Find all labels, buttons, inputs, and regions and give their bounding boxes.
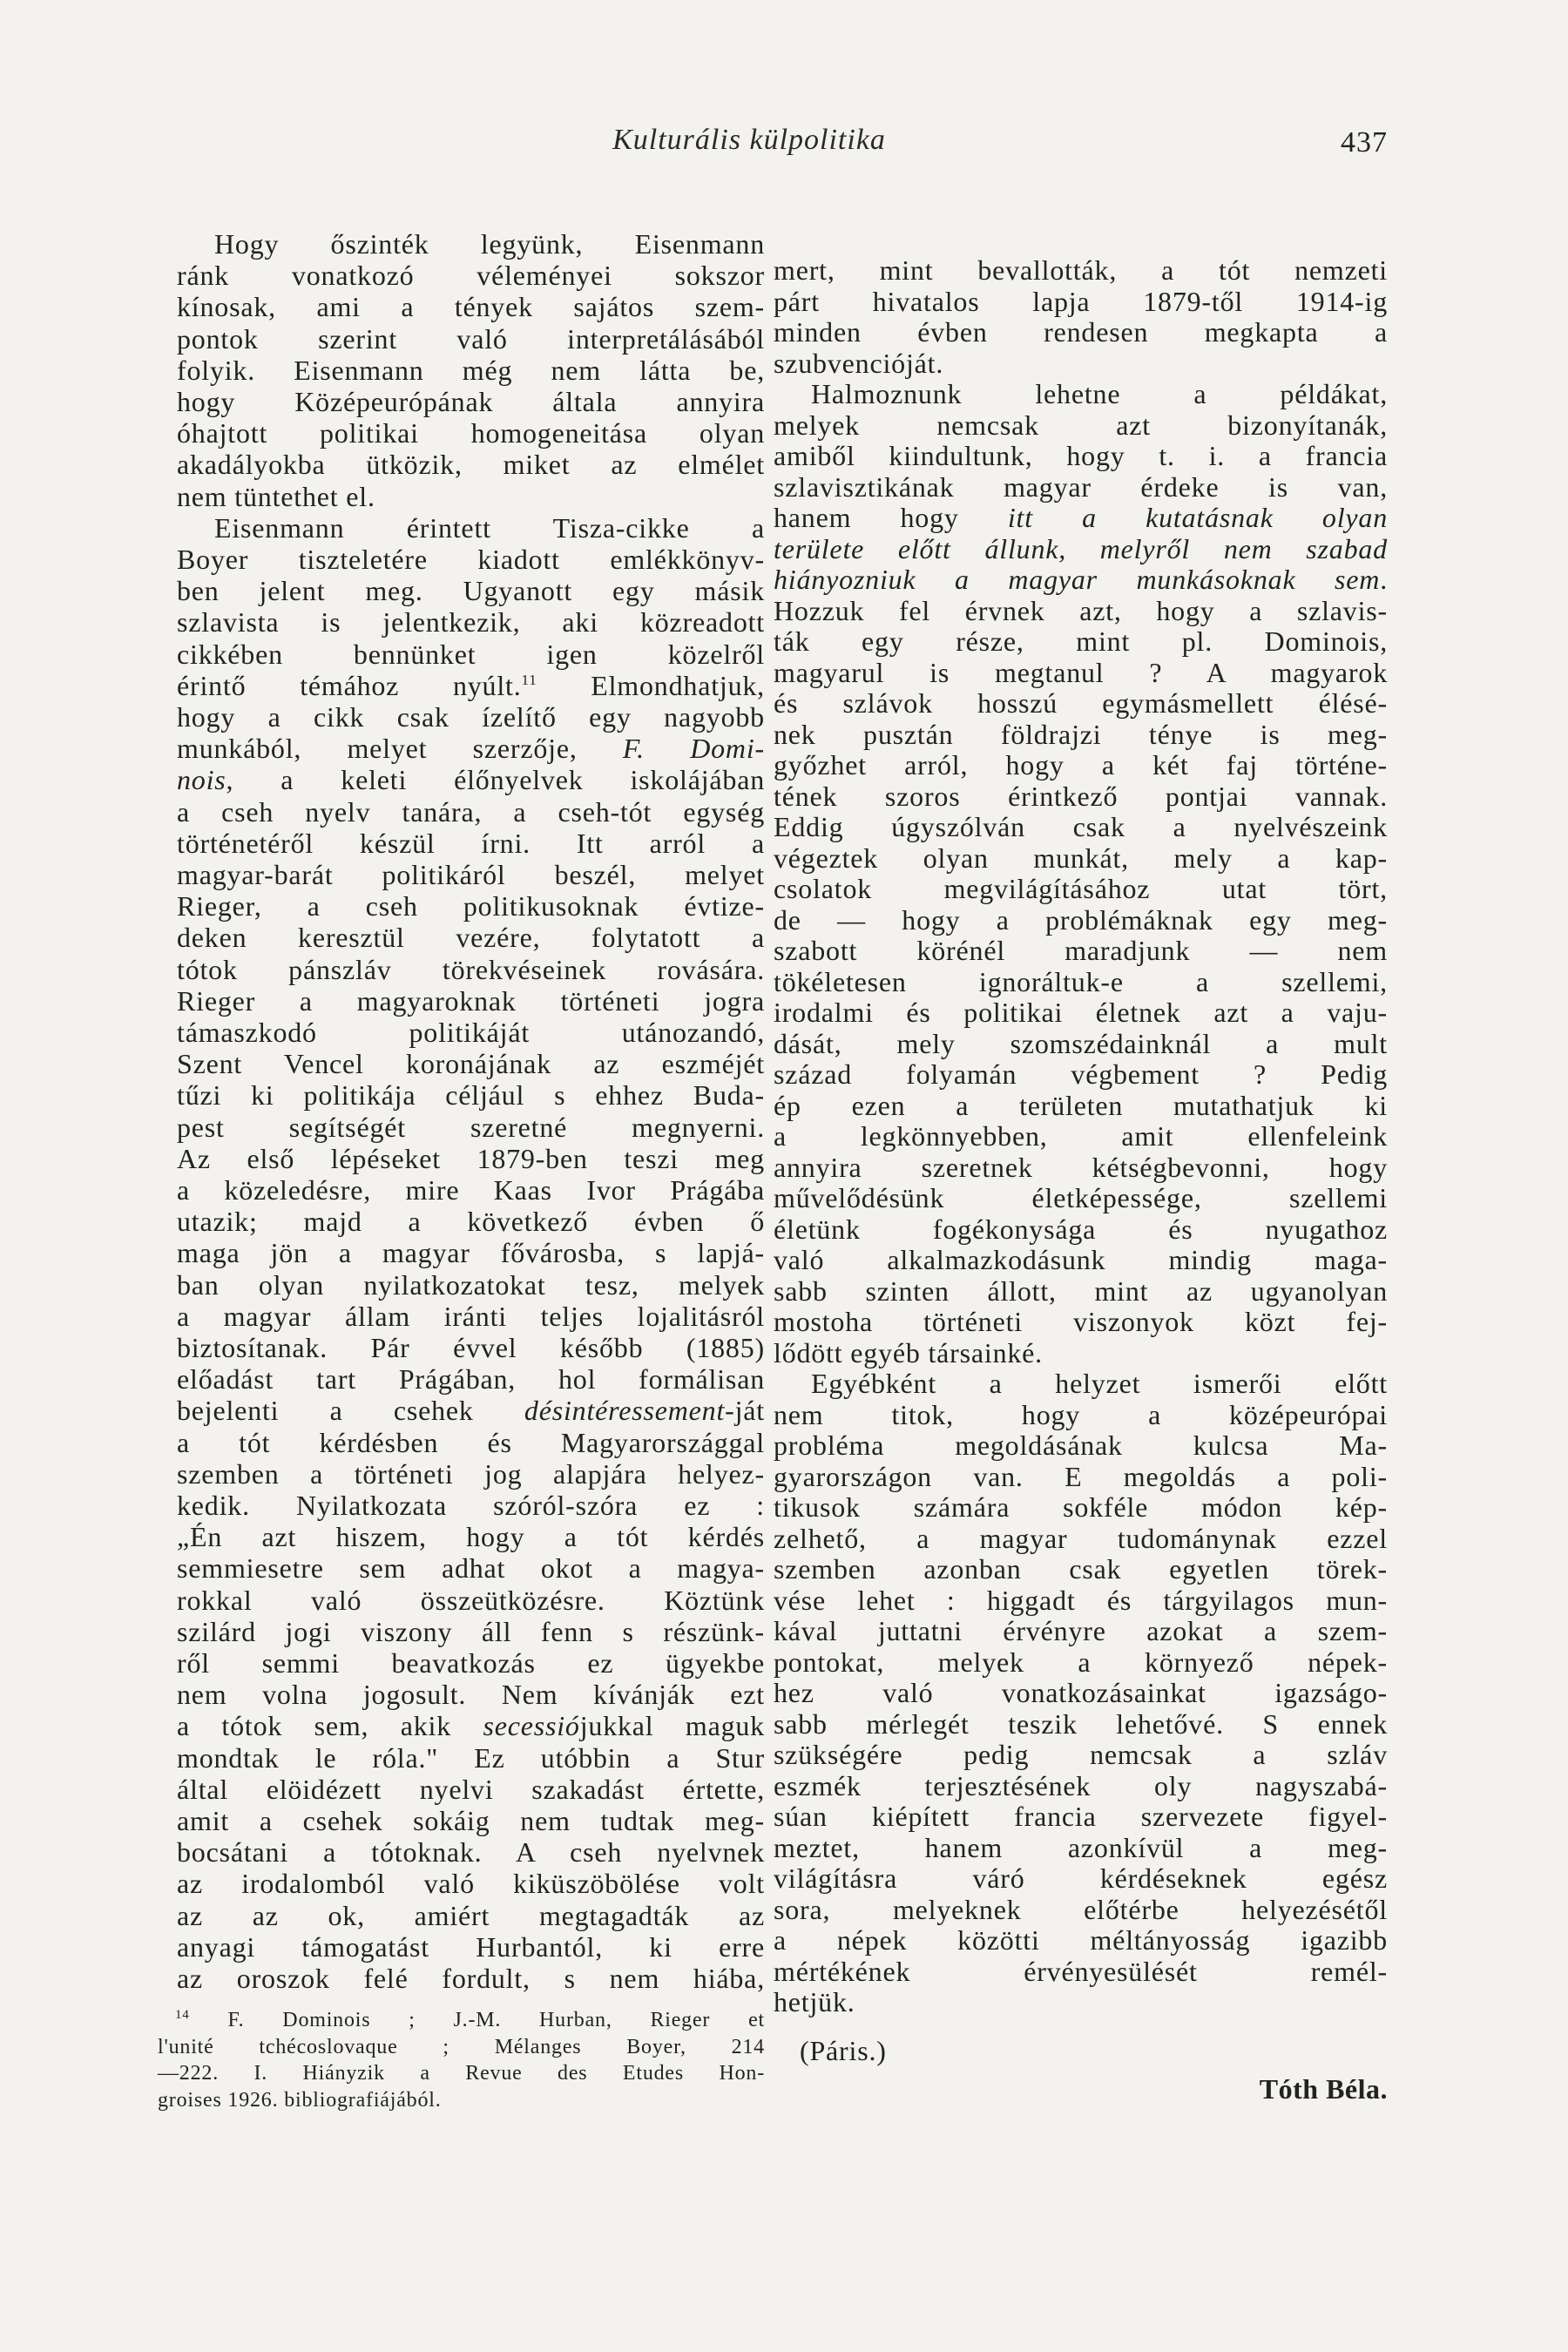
text-run: érintő témához nyúlt. — [177, 669, 522, 701]
text-line — [774, 1213, 1388, 1245]
text-line — [177, 386, 765, 417]
text-line — [774, 935, 1388, 966]
text-line — [177, 417, 765, 449]
footnote-line — [158, 2087, 765, 2113]
text-line — [774, 595, 1388, 626]
text-run: akadályokba ütközik, miket az elmélet — [177, 449, 765, 481]
text-run: Boyer tiszteletére kiadott emlékkönyv- — [177, 544, 765, 575]
text-run: nem volna jogosult. Nem kívánják ezt — [177, 1679, 765, 1711]
text-run: tének szoros érintkező pontjai vannak. — [774, 780, 1388, 812]
text-run: semmiesetre sem adhat okot a magya- — [177, 1552, 765, 1585]
text-run: dását, mely szomszédainknál a mult — [774, 1027, 1388, 1059]
text-run: való alkalmazkodásunk mindig maga- — [774, 1244, 1388, 1275]
text-run: eszmék terjesztésének oly nagyszabá- — [774, 1769, 1388, 1801]
text-run: a cseh nyelv tanára, a cseh-tót egység — [177, 795, 765, 828]
text-line — [177, 323, 765, 355]
italic-text: F. Domi- — [622, 733, 765, 765]
text-line — [177, 670, 765, 701]
text-run: zelhető, a magyar tudománynak ezzel — [774, 1522, 1388, 1554]
text-line — [774, 316, 1388, 348]
text-line — [774, 719, 1388, 750]
text-line — [177, 1963, 765, 1994]
text-line — [774, 842, 1388, 874]
text-line — [177, 1616, 765, 1647]
text-run: ben jelent meg. Ugyanott egy másik — [177, 575, 765, 607]
text-run: rokkal való összeütközésre. Köztünk — [177, 1584, 765, 1616]
footnote-ref: 14 — [175, 2008, 190, 2022]
text-run: Eisenmann érintett Tisza-cikke a — [214, 511, 765, 544]
text-line — [774, 1306, 1388, 1337]
text-run: nek pusztán földrajzi ténye is meg- — [774, 718, 1388, 750]
text-line — [177, 733, 765, 764]
text-line — [177, 1301, 765, 1332]
text-run: ban olyan nyilatkozatokat tesz, melyek — [177, 1268, 765, 1301]
text-line — [177, 1048, 765, 1079]
text-line — [177, 1079, 765, 1111]
text-run: pontok szerint való interpretálásából — [177, 322, 765, 355]
text-run: tótok pánszláv törekvéseinek rovására. — [177, 953, 765, 985]
text-run: magyar-barát politikáról beszél, melyet — [177, 859, 765, 890]
text-run: szubvencióját. — [774, 347, 944, 379]
text-run: kínosak, ami a tények sajátos szem- — [177, 291, 765, 323]
text-line — [177, 291, 765, 322]
text-run: bejelenti a csehek — [177, 1395, 524, 1427]
text-run: művelődésünk életképessége, szellemi — [774, 1182, 1388, 1213]
text-run: sora, melyeknek előtérbe helyezésétől — [774, 1893, 1388, 1925]
text-line — [177, 449, 765, 480]
text-line — [774, 966, 1388, 997]
text-line — [774, 1028, 1388, 1059]
text-run: Az első lépéseket 1879-ben teszi meg — [177, 1142, 765, 1174]
text-line — [774, 997, 1388, 1028]
text-line — [774, 286, 1388, 317]
text-line — [774, 1399, 1388, 1430]
text-run: a tót kérdésben és Magyarországgal — [177, 1426, 765, 1458]
text-line — [177, 1143, 765, 1174]
text-line — [774, 1862, 1388, 1894]
text-run: ép ezen a területen mutathatjuk ki — [774, 1089, 1388, 1121]
text-run: Elmondhatjuk, — [537, 669, 765, 701]
text-line — [177, 606, 765, 638]
text-line — [177, 260, 765, 291]
text-line — [177, 1900, 765, 1931]
text-run: Eddig úgyszólván csak a nyelvészeink — [774, 811, 1388, 842]
text-run: tökéletesen ignoráltuk-e a szellemi, — [774, 965, 1388, 997]
text-run: történetéről készül írni. Itt arról a — [177, 827, 765, 859]
text-line — [774, 687, 1388, 719]
text-run: kával juttatni érvényre azokat a szem- — [774, 1615, 1388, 1646]
text-line — [774, 1182, 1388, 1213]
text-line — [774, 1801, 1388, 1832]
text-run: annyira szeretnek kétségbevonni, hogy — [774, 1151, 1388, 1183]
text-run: ránk vonatkozó véleményei sokszor — [177, 260, 765, 292]
running-header-title: Kulturális külpolitika — [612, 124, 886, 156]
text-run: vése lehet : higgadt és tárgyilagos mun- — [774, 1584, 1388, 1616]
text-run: szemben azonban csak egyetlen törek- — [774, 1553, 1388, 1585]
text-line — [774, 1894, 1388, 1925]
text-line — [177, 1332, 765, 1363]
text-line — [177, 544, 765, 575]
text-run: —222. I. Hiányzik a Revue des Etudes Hon- — [158, 2062, 765, 2085]
text-line — [177, 1206, 765, 1237]
text-line — [774, 1090, 1388, 1121]
text-line — [774, 1152, 1388, 1183]
text-run: előadást tart Prágában, hol formálisan — [177, 1363, 765, 1396]
text-line — [177, 764, 765, 795]
text-run: pest segítségét szeretné megnyerni. — [177, 1111, 765, 1143]
text-run: sabb szinten állott, mint az ugyanolyan — [774, 1274, 1388, 1307]
footnote-line — [158, 2034, 765, 2060]
text-line — [774, 1429, 1388, 1461]
text-run: Szent Vencel koronájának az eszméjét — [177, 1048, 765, 1080]
text-line — [177, 1395, 765, 1426]
text-run: végeztek olyan munkát, mely a kap- — [774, 841, 1388, 874]
text-run: párt hivatalos lapja 1879-től 1914-ig — [774, 285, 1388, 317]
text-line — [177, 1269, 765, 1301]
text-run: a tótok sem, akik — [177, 1710, 483, 1742]
text-line — [811, 1368, 1388, 1399]
text-run: Rieger, a cseh politikusoknak évtize- — [177, 890, 765, 923]
text-run: sabb mérlegét teszik lehetővé. S ennek — [774, 1707, 1388, 1740]
text-run: által elöidézett nyelvi szakadást értette, — [177, 1773, 765, 1805]
text-run: mert, mint bevallották, a tót nemzeti — [774, 254, 1388, 286]
text-run: szabott körénél maradjunk — nem — [774, 935, 1388, 966]
text-line — [177, 1742, 765, 1774]
text-line — [774, 348, 1388, 379]
text-line — [774, 440, 1388, 471]
text-line — [774, 1058, 1388, 1090]
text-run: hogy a cikk csak ízelítő egy nagyobb — [177, 701, 765, 733]
text-line — [774, 1739, 1388, 1770]
text-line — [177, 1427, 765, 1458]
text-line — [177, 1017, 765, 1048]
text-line — [177, 1174, 765, 1206]
text-line — [177, 701, 765, 733]
text-line — [774, 625, 1388, 657]
text-line — [774, 502, 1388, 533]
footnote-line — [158, 2060, 765, 2086]
text-run: magyarul is megtanul ? A magyarok — [774, 656, 1388, 688]
text-line — [774, 471, 1388, 503]
text-line — [214, 512, 765, 544]
text-run: utazik; majd a következő évben ő — [177, 1206, 765, 1238]
text-line — [177, 922, 765, 953]
text-line — [177, 1458, 765, 1490]
place-line: (Páris.) — [800, 2035, 887, 2066]
text-line — [774, 1337, 1388, 1369]
footnote-line — [175, 2007, 765, 2033]
text-line — [177, 1931, 765, 1963]
text-run: „Én azt hiszem, hogy a tót kérdés — [177, 1521, 765, 1553]
text-run: pontokat, melyek a környező népek- — [774, 1646, 1388, 1678]
text-run: szükségére pedig nemcsak a szláv — [774, 1739, 1388, 1770]
text-run: tűzi ki politikája céljául s ehhez Buda- — [177, 1079, 765, 1112]
italic-text: désintéressement — [524, 1395, 726, 1427]
text-run: világításra váró kérdéseknek egész — [774, 1862, 1388, 1894]
italic-text: secessió — [483, 1710, 580, 1742]
text-run: óhajtott politikai homogeneitása olyan — [177, 417, 765, 449]
text-line — [774, 1646, 1388, 1678]
text-run: amit a csehek sokáig nem tudtak meg- — [177, 1805, 765, 1836]
text-run: irodalmi és politikai életnek azt a vaju- — [774, 997, 1388, 1028]
text-run: hetjük. — [774, 1986, 855, 2017]
text-line — [177, 796, 765, 828]
text-run: kedik. Nyilatkozata szóról-szóra ez : — [177, 1490, 765, 1521]
text-line — [774, 533, 1388, 564]
text-run: hanem hogy — [774, 502, 1008, 533]
text-run: az az ok, amiért megtagadták az — [177, 1899, 765, 1931]
text-run: cikkében bennünket igen közelről — [177, 638, 765, 670]
text-run: és szlávok hosszú egymásmellett élésé- — [774, 687, 1388, 719]
text-line — [177, 859, 765, 890]
text-run: ták egy része, mint pl. Dominois, — [774, 625, 1388, 657]
author-signature: Tóth Béla. — [1259, 2073, 1388, 2105]
text-run: de — hogy a problémáknak egy meg- — [774, 903, 1388, 936]
italic-text: itt a kutatásnak olyan — [1007, 502, 1388, 533]
text-line — [774, 1615, 1388, 1646]
text-run: győzhet arról, hogy a két faj történe- — [774, 749, 1388, 781]
text-run: hez való vonatkozásainkat igazságo- — [774, 1677, 1388, 1708]
text-run: szemben a történeti jog alapjára helyez- — [177, 1457, 765, 1490]
footnote-ref: 11 — [521, 671, 537, 688]
text-run: meztet, hanem azonkívül a meg- — [774, 1831, 1388, 1863]
text-line — [177, 985, 765, 1017]
text-line — [774, 873, 1388, 904]
italic-text: hiányozniuk a magyar munkásoknak sem — [774, 564, 1381, 595]
text-run: l'unité tchécoslovaque ; Mélanges Boyer, 214 — [158, 2035, 765, 2058]
text-run: nem tüntethet el. — [177, 480, 375, 512]
text-run: F. Dominois ; J.-M. Hurban, Rieger et — [189, 2009, 765, 2031]
text-run: az irodalomból való kiküszöbölése volt — [177, 1868, 765, 1900]
italic-text: nois — [177, 764, 226, 796]
text-run: csolatok megvilágításához utat tört, — [774, 873, 1388, 904]
text-run: anyagi támogatást Hurbantól, ki erre — [177, 1930, 765, 1963]
italic-text: területe előtt állunk, melyről nem szabad — [774, 532, 1388, 564]
text-line — [177, 1112, 765, 1143]
text-run: deken keresztül vezére, folytatott a — [177, 922, 765, 954]
text-line — [177, 1774, 765, 1805]
text-line — [177, 1237, 765, 1268]
text-line — [177, 575, 765, 606]
text-line — [774, 1244, 1388, 1275]
text-line — [177, 481, 765, 512]
text-line — [774, 1677, 1388, 1708]
text-line — [214, 228, 765, 260]
text-line — [774, 409, 1388, 441]
text-run: támaszkodó politikáját utánozandó, — [177, 1017, 765, 1048]
text-line — [774, 1461, 1388, 1492]
text-run: Egyébként a helyzet ismerői előtt — [811, 1368, 1388, 1399]
text-line — [774, 1275, 1388, 1307]
text-line — [774, 657, 1388, 688]
text-line — [177, 828, 765, 859]
text-run: az oroszok felé fordult, s nem hiába, — [177, 1963, 765, 1994]
text-line — [177, 1679, 765, 1710]
text-run: Rieger a magyaroknak történeti jogra — [177, 984, 765, 1017]
text-run: mértékének érvényesülését remél- — [774, 1955, 1388, 1987]
text-run: szlavista is jelentkezik, aki közreadott — [177, 606, 765, 639]
text-line — [177, 1710, 765, 1741]
text-run: munkából, melyet szerzője, — [177, 733, 623, 765]
text-line — [774, 1553, 1388, 1585]
text-run: Hogy őszinték legyünk, Eisenmann — [214, 228, 765, 260]
text-line — [774, 781, 1388, 812]
text-run: ről semmi beavatkozás ez ügyekbe — [177, 1647, 765, 1679]
text-run: század folyamán végbement ? Pedig — [774, 1058, 1388, 1090]
text-line — [774, 749, 1388, 781]
text-run: a legkönnyebben, amit ellenfeleink — [774, 1120, 1388, 1152]
text-line — [774, 811, 1388, 842]
text-run: -ját — [725, 1395, 765, 1427]
text-line — [774, 1120, 1388, 1152]
text-line — [774, 1986, 1388, 2017]
text-line — [774, 1708, 1388, 1740]
text-run: mostoha történeti viszonyok közt fej- — [774, 1306, 1388, 1337]
text-run: szilárd jogi viszony áll fenn s részünk- — [177, 1615, 765, 1647]
text-line — [811, 378, 1388, 409]
text-line — [774, 1491, 1388, 1523]
text-line — [177, 954, 765, 985]
text-line — [177, 1585, 765, 1616]
text-run: biztosítanak. Pár évvel később (1885) — [177, 1332, 765, 1363]
text-line — [774, 1832, 1388, 1863]
text-run: bocsátani a tótoknak. A cseh nyelvnek — [177, 1836, 765, 1869]
text-line — [177, 1521, 765, 1552]
text-line — [774, 904, 1388, 936]
text-run: szlavisztikának magyar érdeke is van, — [774, 470, 1388, 503]
text-run: súan kiépített francia szervezete figyel- — [774, 1801, 1388, 1832]
text-run: , a keleti élőnyelvek iskolájában — [226, 764, 765, 796]
text-run: mondtak le róla." Ez utóbbin a Stur — [177, 1741, 765, 1774]
text-line — [177, 639, 765, 670]
page-number: 437 — [1341, 126, 1388, 159]
text-run: nem titok, hogy a középeurópai — [774, 1398, 1388, 1430]
text-run: melyek nemcsak azt bizonyítanák, — [774, 409, 1388, 441]
text-line — [177, 1552, 765, 1584]
text-run: minden évben rendesen megkapta a — [774, 316, 1388, 348]
text-line — [774, 1585, 1388, 1616]
text-run: gyarországon van. E megoldás a poli- — [774, 1460, 1388, 1492]
text-run: maga jön a magyar fővárosba, s lapjá- — [177, 1237, 765, 1269]
text-run: Hozzuk fel érvnek azt, hogy a szlavis- — [774, 594, 1388, 626]
text-line — [177, 1647, 765, 1679]
text-run: hogy Középeurópának általa annyira — [177, 386, 765, 417]
text-run: . — [1380, 564, 1388, 595]
text-run: lődött egyéb társainké. — [774, 1336, 1043, 1369]
text-line — [177, 1868, 765, 1899]
text-line — [774, 564, 1388, 595]
text-line — [177, 1363, 765, 1395]
text-line — [177, 1836, 765, 1868]
text-run: jukkal maguk — [579, 1710, 765, 1742]
text-line — [177, 1805, 765, 1836]
text-run: a közeledésre, mire Kaas Ivor Prágába — [177, 1174, 765, 1206]
text-run: életünk fogékonysága és nyugathoz — [774, 1213, 1388, 1245]
text-run: a magyar állam iránti teljes lojalitásról — [177, 1300, 765, 1332]
text-run: folyik. Eisenmann még nem látta be, — [177, 354, 765, 386]
text-line — [774, 1924, 1388, 1956]
text-run: Halmoznunk lehetne a példákat, — [811, 378, 1388, 409]
text-line — [177, 1490, 765, 1521]
text-line — [177, 890, 765, 922]
text-run: probléma megoldásának kulcsa Ma- — [774, 1429, 1388, 1461]
text-run: tikusok számára sokféle módon kép- — [774, 1491, 1388, 1523]
text-run: groises 1926. bibliografiájából. — [158, 2088, 442, 2112]
text-line — [177, 355, 765, 386]
text-run: amiből kiindultunk, hogy t. i. a francia — [774, 440, 1388, 471]
text-line — [774, 1956, 1388, 1987]
text-run: a népek közötti méltányosság igazibb — [774, 1924, 1388, 1956]
text-line — [774, 254, 1388, 286]
text-line — [774, 1523, 1388, 1554]
text-line — [774, 1770, 1388, 1801]
